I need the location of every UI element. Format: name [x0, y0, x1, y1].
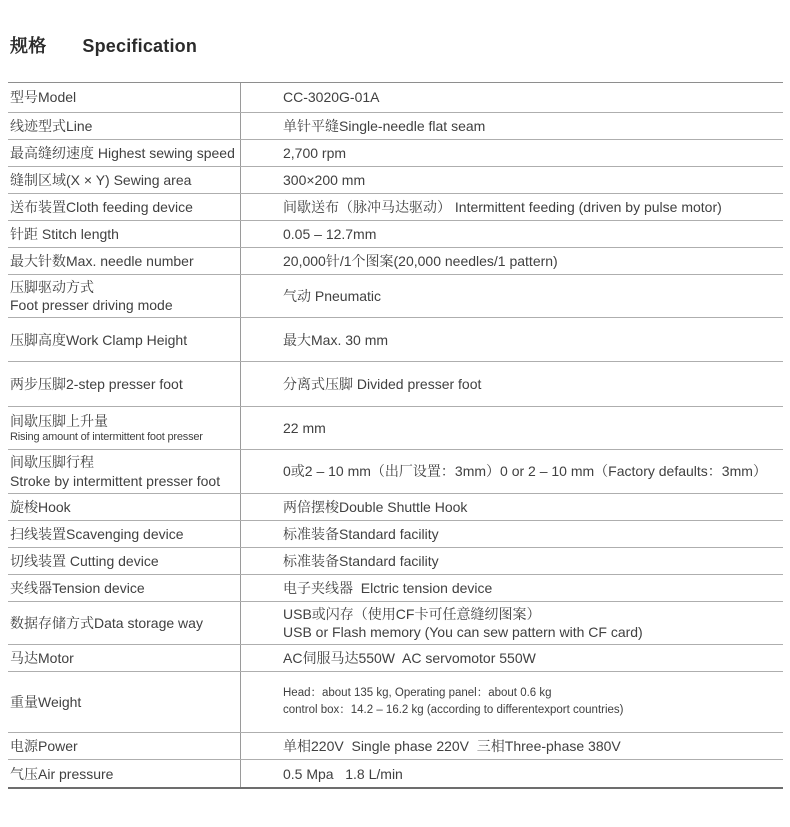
- spec-label-text: 送布装置Cloth feeding device: [10, 198, 193, 215]
- spec-value: [241, 602, 783, 644]
- spec-label: [8, 521, 241, 547]
- spec-label-text: 数据存储方式Data storage way: [10, 614, 203, 631]
- spec-row-rising-amount: [8, 407, 783, 450]
- spec-label: [8, 140, 241, 166]
- spec-row-power: [8, 733, 783, 760]
- spec-value-text: 20,000针/1个图案(20,000 needles/1 pattern): [283, 252, 558, 269]
- spec-row-tension-device: [8, 575, 783, 602]
- spec-label: [8, 450, 241, 492]
- spec-row-sewing-area: [8, 167, 783, 194]
- spec-row-motor: [8, 645, 783, 672]
- spec-label-text: Foot presser driving mode: [10, 297, 173, 314]
- page-title: [10, 32, 783, 58]
- spec-value: [241, 645, 783, 671]
- spec-value-text: 气动 Pneumatic: [283, 288, 382, 305]
- spec-label: [8, 602, 241, 644]
- spec-value-text: 分离式压脚 Divided presser foot: [283, 376, 482, 393]
- spec-label-text: 缝制区域(X × Y) Sewing area: [10, 171, 192, 188]
- spec-label: [8, 113, 241, 139]
- spec-label-text: 马达Motor: [10, 650, 74, 667]
- spec-value: [241, 672, 783, 732]
- spec-row-model: [8, 83, 783, 113]
- spec-label: [8, 248, 241, 274]
- spec-value-text: 2,700 rpm: [283, 144, 347, 161]
- spec-value: [241, 521, 783, 547]
- spec-value: [241, 194, 783, 220]
- spec-row-work-clamp-height: [8, 318, 783, 362]
- spec-label-text: 切线装置 Cutting device: [10, 552, 159, 569]
- spec-value-text: 0.05 – 12.7mm: [283, 225, 377, 242]
- spec-value-text: USB或闪存（使用CF卡可任意缝纫图案）: [283, 605, 541, 622]
- spec-label-text: Rising amount of intermittent foot presser: [10, 430, 203, 443]
- spec-label-text: 压脚驱动方式: [10, 279, 94, 295]
- spec-value: [241, 760, 783, 787]
- spec-label-text: 电源Power: [10, 738, 78, 755]
- spec-value: [241, 494, 783, 520]
- spec-value-text: 300×200 mm: [283, 171, 366, 188]
- spec-label-text: 间歇压脚上升量: [10, 412, 108, 429]
- spec-value: [241, 248, 783, 274]
- spec-value: [241, 733, 783, 759]
- spec-value: [241, 407, 783, 449]
- spec-label-text: 间歇压脚行程: [10, 454, 94, 471]
- spec-label-text: 型号Model: [10, 89, 77, 106]
- spec-label: [8, 548, 241, 574]
- spec-row-hook: [8, 494, 783, 521]
- spec-label-text: 最大针数Max. needle number: [10, 252, 194, 269]
- spec-row-air-pressure: [8, 760, 783, 787]
- spec-value: [241, 362, 783, 406]
- spec-label-text: 最高缝纫速度 Highest sewing speed: [10, 144, 235, 161]
- spec-value-text: control box：14.2 – 16.2 kg (according to differentexport countries): [283, 704, 624, 717]
- spec-value-text: 0.5 Mpa 1.8 L/min: [283, 765, 403, 782]
- spec-label: [8, 672, 241, 732]
- spec-row-sewing-speed: [8, 140, 783, 167]
- spec-value: [241, 167, 783, 193]
- spec-value-text: 两倍摆梭Double Shuttle Hook: [283, 498, 468, 515]
- spec-label: [8, 167, 241, 193]
- spec-value: [241, 548, 783, 574]
- spec-label-text: 扫线装置Scavenging device: [10, 525, 184, 542]
- spec-label: [8, 362, 241, 406]
- spec-value: [241, 275, 783, 317]
- spec-label: [8, 760, 241, 787]
- spec-value-text: 0或2 – 10 mm（出厂设置：3mm）0 or 2 – 10 mm（Factory defaults：3mm）: [283, 463, 767, 480]
- spec-row-data-storage: [8, 602, 783, 645]
- spec-label-text: 两步压脚2-step presser foot: [10, 376, 183, 393]
- spec-label: [8, 194, 241, 220]
- spec-row-cloth-feeding: [8, 194, 783, 221]
- spec-label-text: Stroke by intermittent presser foot: [10, 472, 221, 489]
- spec-value: [241, 318, 783, 361]
- spec-label: [8, 318, 241, 361]
- spec-row-stroke-intermittent-presser: [8, 450, 783, 493]
- spec-value: [241, 575, 783, 601]
- spec-row-foot-presser-driving-mode: [8, 275, 783, 318]
- spec-label-text: 气压Air pressure: [10, 765, 114, 782]
- spec-value-text: 标准装备Standard facility: [283, 552, 439, 569]
- spec-row-weight: [8, 672, 783, 733]
- spec-label: [8, 221, 241, 247]
- spec-value: [241, 140, 783, 166]
- spec-value: [241, 113, 783, 139]
- spec-label-text: 针距 Stitch length: [10, 225, 119, 242]
- page-title-en: Specification: [82, 36, 198, 56]
- spec-label: [8, 407, 241, 449]
- spec-value-text: 单针平缝Single-needle flat seam: [283, 117, 486, 134]
- spec-value: [241, 221, 783, 247]
- spec-label: [8, 645, 241, 671]
- spec-value-text: 22 mm: [283, 420, 326, 437]
- spec-value-text: 单相220V Single phase 220V 三相Three-phase 380V: [283, 738, 621, 755]
- spec-label: [8, 733, 241, 759]
- spec-value: [241, 83, 783, 112]
- specification-table: [8, 82, 783, 789]
- page-title-zh: 规格: [10, 36, 47, 56]
- spec-label: [8, 494, 241, 520]
- spec-label: [8, 275, 241, 317]
- spec-value-text: AC伺服马达550W AC servomotor 550W: [283, 650, 536, 667]
- spec-row-needle-number: [8, 248, 783, 275]
- spec-row-2step-presser-foot: [8, 362, 783, 407]
- spec-row-stitch-length: [8, 221, 783, 248]
- spec-value-text: 最大Max. 30 mm: [283, 331, 389, 348]
- spec-row-cutting-device: [8, 548, 783, 575]
- spec-label: [8, 575, 241, 601]
- spec-row-scavenging-device: [8, 521, 783, 548]
- spec-label: [8, 83, 241, 112]
- spec-label-text: 压脚高度Work Clamp Height: [10, 331, 188, 348]
- spec-value-text: CC-3020G-01A: [283, 89, 380, 106]
- spec-value-text: 间歇送布（脉冲马达驱动） Intermittent feeding (driven by pulse motor): [283, 198, 722, 215]
- spec-value-text: 电子夹线器 Elctric tension device: [283, 579, 493, 596]
- spec-label-text: 旋梭Hook: [10, 498, 71, 515]
- spec-value: [241, 450, 783, 492]
- spec-label-text: 重量Weight: [10, 694, 82, 711]
- spec-value-text: 标准装备Standard facility: [283, 525, 439, 542]
- spec-row-line-type: [8, 113, 783, 140]
- spec-value-text: Head：about 135 kg, Operating panel：about 0.6 kg: [283, 687, 552, 700]
- spec-label-text: 夹线器Tension device: [10, 579, 145, 596]
- spec-label-text: 线迹型式Line: [10, 117, 93, 134]
- spec-value-text: USB or Flash memory (You can sew pattern with CF card): [283, 623, 643, 640]
